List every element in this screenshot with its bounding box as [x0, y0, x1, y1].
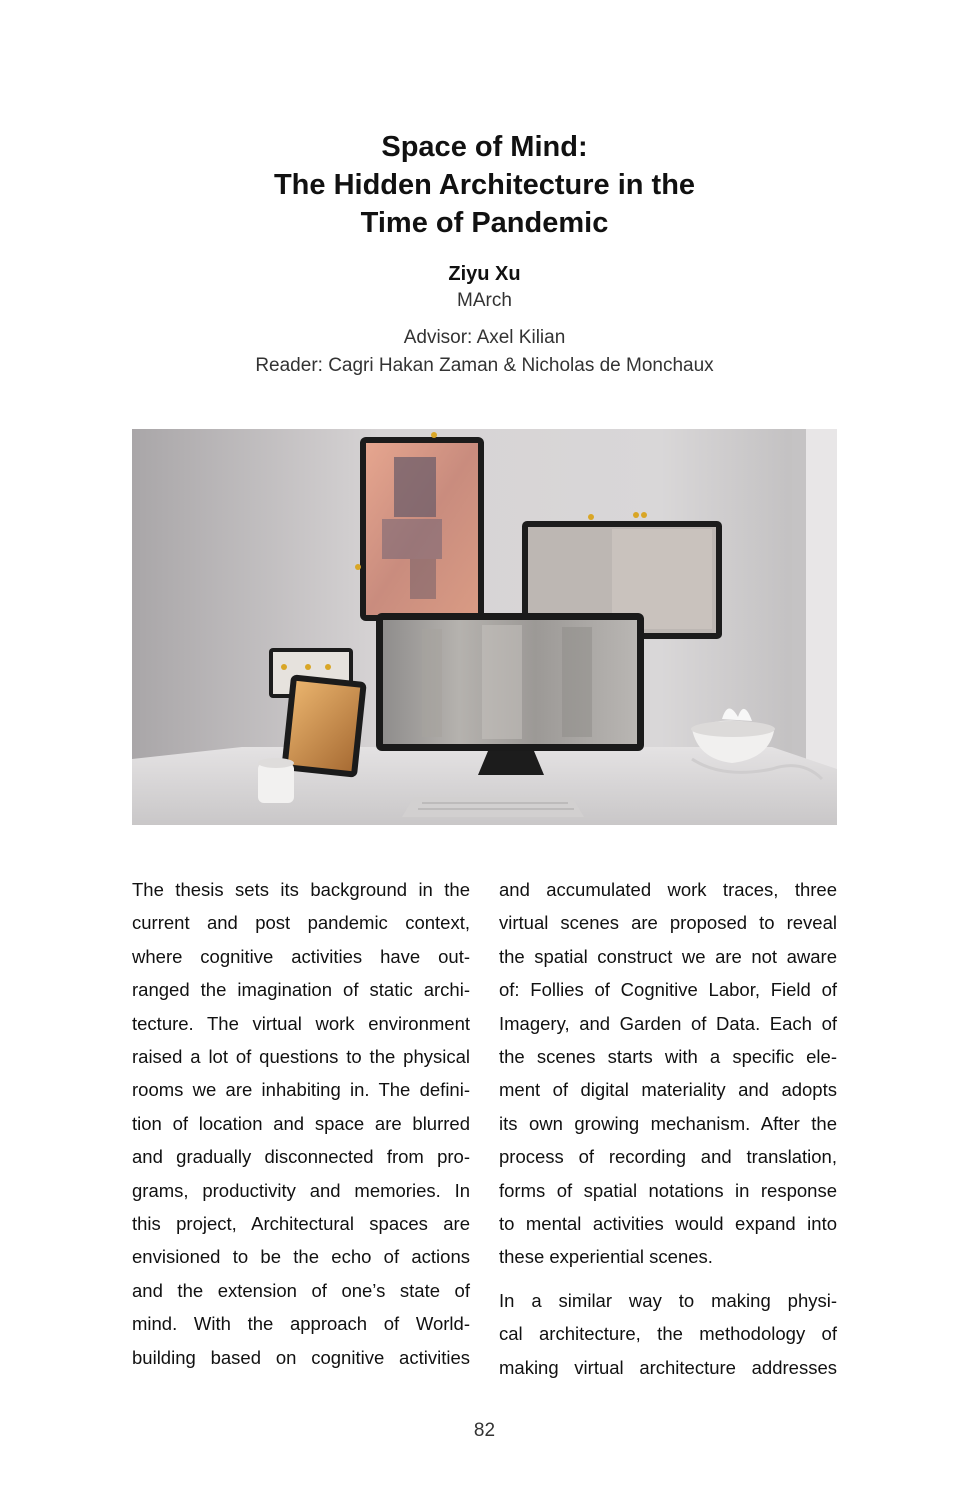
- text-line: mind. With the approach of World-: [132, 1313, 470, 1335]
- text-line: raised a lot of questions to the physical: [132, 1046, 470, 1068]
- paragraph: [499, 873, 837, 1274]
- text-line: The thesis sets its background in the: [132, 879, 470, 900]
- text-line: Imagery, and Garden of Data. Each of: [499, 1012, 837, 1034]
- text-line: its own growing mechanism. After the: [499, 1112, 837, 1134]
- text-line: building based on cognitive activities: [132, 1346, 470, 1368]
- text-line: current and post pandemic context,: [132, 912, 470, 934]
- text-line: the spatial construct we are not aware: [499, 945, 837, 967]
- degree-label: MArch: [457, 290, 512, 311]
- text-line: rooms we are inhabiting in. The defini-: [132, 1079, 470, 1101]
- text-line: where cognitive activities have out-: [132, 945, 470, 967]
- text-line: grams, productivity and memories. In: [132, 1179, 470, 1201]
- text-line: ment of digital materiality and adopts: [499, 1079, 837, 1101]
- text-line: and gradually disconnected from pro-: [132, 1146, 470, 1168]
- text-line: cal architecture, the methodology of: [499, 1323, 837, 1345]
- advisor-line: Advisor: Axel Kilian: [403, 327, 566, 348]
- text-line: In a similar way to making physi-: [499, 1289, 837, 1311]
- text-line: making virtual architecture addresses: [499, 1356, 837, 1378]
- paragraph: [499, 1284, 837, 1384]
- text-line: envisioned to be the echo of actions: [132, 1246, 470, 1268]
- body-column-left: [132, 873, 470, 1374]
- title-line-2: The Hidden Architecture in the: [273, 169, 696, 201]
- text-line: of: Follies of Cognitive Labor, Field of: [499, 979, 837, 1001]
- desk-with-monitors-image: [132, 429, 837, 825]
- title-line-1: Space of Mind:: [381, 131, 588, 163]
- page-title: [0, 128, 969, 242]
- text-line: tecture. The virtual work environment: [132, 1012, 470, 1034]
- text-line: and accumulated work traces, three: [499, 879, 837, 900]
- title-line-3: Time of Pandemic: [360, 207, 609, 239]
- text-line: tion of location and space are blurred: [132, 1112, 470, 1134]
- author-name: Ziyu Xu: [448, 263, 521, 285]
- page-number: 82: [473, 1420, 496, 1441]
- text-line: ranged the imagination of static archi-: [132, 979, 470, 1001]
- text-line: this project, Architectural spaces are: [132, 1213, 470, 1235]
- text-line: forms of spatial notations in response: [499, 1179, 837, 1201]
- text-line: virtual scenes are proposed to reveal: [499, 912, 837, 934]
- body-column-right: [499, 873, 837, 1384]
- text-line: and the extension of one’s state of: [132, 1279, 470, 1301]
- text-line: the scenes starts with a specific ele-: [499, 1046, 837, 1068]
- reader-line: Reader: Cagri Hakan Zaman & Nicholas de Monchaux: [255, 355, 714, 376]
- text-line: these experiential scenes.: [499, 1246, 713, 1268]
- text-line: process of recording and translation,: [499, 1146, 837, 1168]
- text-line: to mental activities would expand into: [499, 1213, 837, 1235]
